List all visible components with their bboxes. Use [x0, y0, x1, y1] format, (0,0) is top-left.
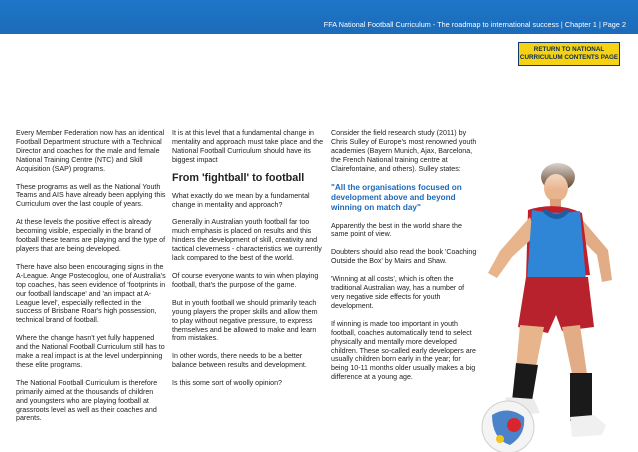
paragraph: The National Football Curriculum is therefore primarily aimed at the thousands of children and youngsters who are playing football at grassroots level as well as their coaches and parents. — [16, 378, 158, 423]
paragraph: Where the change hasn't yet fully happened and the National Football Curriculum still has to make a real impact is at the level underpinning these elite programs. — [16, 334, 165, 369]
return-to-contents-button[interactable] — [518, 42, 620, 66]
paragraph: What exactly do we mean by a fundamental change in mentality and approach? — [172, 191, 310, 209]
paragraph: Is this some sort of woolly opinion? — [172, 379, 283, 388]
return-button-line1: RETURN TO NATIONAL — [533, 46, 605, 53]
paragraph: Every Member Federation now has an identical Football Department structure with a Technical Director and coaches for the male and female National Training Centre (NTC) and Skill Acquisition (SAP) programs. — [16, 129, 165, 173]
paragraph: These programs as well as the National Youth Teams and AIS have already been applying this Curriculum over the last couple of years. — [16, 182, 166, 209]
paragraph: Of course everyone wants to win when playing football, that's the purpose of the game. — [172, 271, 319, 289]
paragraph: But in youth football we should primarily teach young players the proper skills and allow them to play without negative pressure, to express themselves and be allowed to make and learn from mistakes. — [172, 298, 318, 343]
paragraph: If winning is made too important in youth football, coaches automatically tend to select physically and mentally more developed children. These so-called early developers are usually children born early in the year; for being 10-11 months older usually makes a big difference at a young age. — [331, 319, 476, 382]
running-title: FFA National Football Curriculum - The roadmap to international success | Chapter 1 | Page 2 — [323, 20, 626, 29]
paragraph: Doubters should also read the book 'Coaching Outside the Box' by Mairs and Shaw. — [331, 248, 477, 266]
paragraph: Consider the field research study (2011) by Chris Sulley of Europe's most renowned youth academies (Bayern Munich, Ajax, Barcelona, the French National training centre at Clairefontaine, and others). Sulley states: — [331, 129, 477, 173]
paragraph: In other words, there needs to be a better balance between results and development. — [172, 352, 307, 370]
paragraph: There have also been encouraging signs in the A-League. Ange Postecoglou, one of Australia's top coaches, has seen evidence of 'footprints in our football landscape' and 'an impact at A-League level', especially reflected in the success of Brisbane Roar's high possession, technical brand of football. — [16, 262, 166, 325]
paragraph: At these levels the positive effect is already becoming visible, especially in the brand of football these teams are playing and the type of players that are being developed. — [16, 218, 166, 253]
column-2 — [172, 129, 324, 397]
paragraph: Apparently the best in the world share the same point of view. — [331, 221, 462, 239]
column-3 — [331, 129, 479, 391]
section-heading: From 'fightball' to football — [172, 171, 305, 184]
pull-quote: "All the organisations focused on development above and beyond winning on match day" — [331, 182, 462, 212]
paragraph: 'Winning at all costs', which is often the traditional Australian way, has a number of very negative side effects for youth development. — [331, 275, 465, 310]
return-button-line2: CURRICULUM CONTENTS PAGE — [519, 54, 619, 61]
paragraph: It is at this level that a fundamental change in mentality and approach must take place and the National Football Curriculum should have its biggest impact — [172, 129, 324, 164]
paragraph: Generally in Australian youth football far too much emphasis is placed on results and this hinders the development of skill, creativity and tactical cleverness - characteristics we currently lack compared to the best of the world. — [172, 218, 322, 263]
column-1 — [16, 129, 166, 432]
